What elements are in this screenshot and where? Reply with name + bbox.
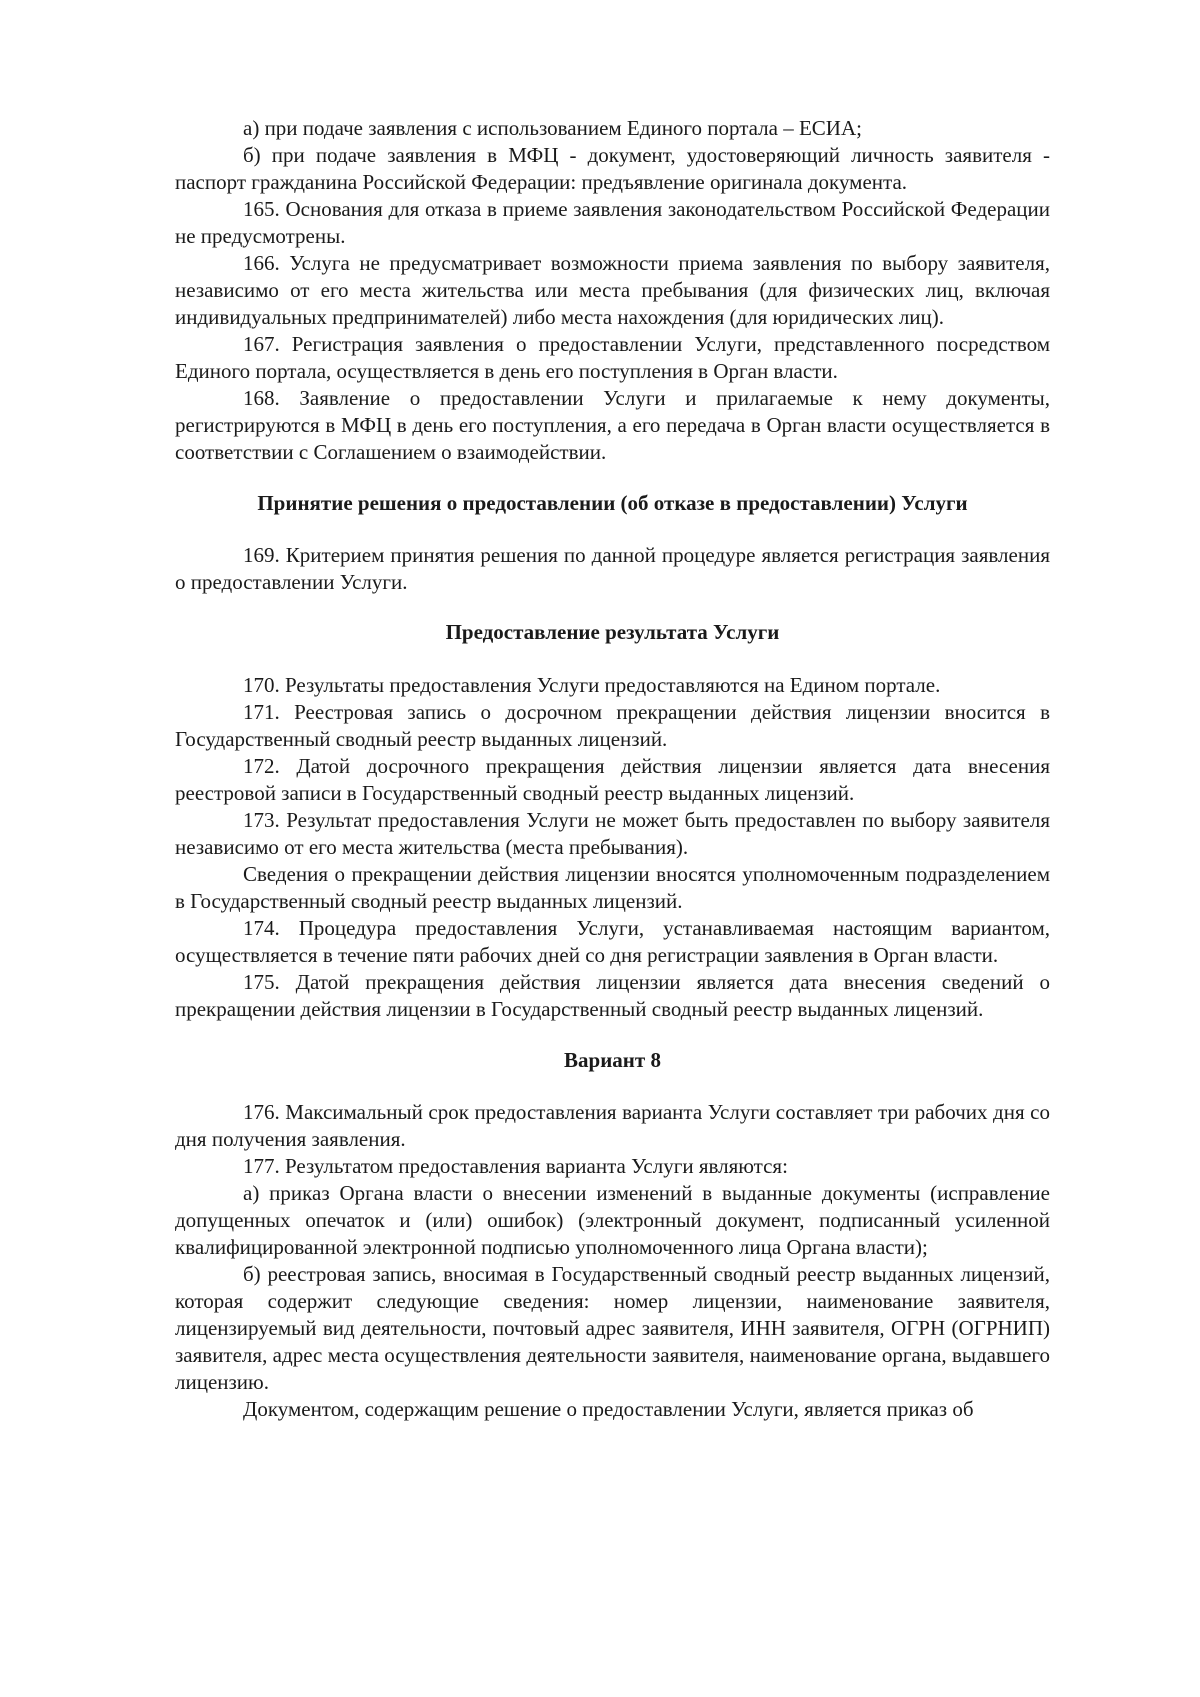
paragraph-166: 166. Услуга не предусматривает возможности приема заявления по выбору заявителя, независимо от его места жительства или места пребывания (для физических лиц, включая индивидуальных предпринимателей) либо места нахождения (для юридических лиц). xyxy=(175,251,1050,329)
paragraph-173-details: Сведения о прекращении действия лицензии вносятся уполномоченным подразделением в Государственный сводный реестр выданных лицензий. xyxy=(175,862,1050,913)
section-heading-result: Предоставление результата Услуги xyxy=(445,620,780,644)
document-page xyxy=(175,115,1050,1423)
paragraph-168: 168. Заявление о предоставлении Услуги и прилагаемые к нему документы, регистрируются в МФЦ в день его поступления, а его передача в Орган власти осуществляется в соответствии с Соглашением о взаимодействии. xyxy=(175,386,1050,464)
paragraph-177-b: б) реестровая запись, вносимая в Государственный сводный реестр выданных лицензий, которая содержит следующие сведения: номер лицензии, наименование заявителя, лицензируемый вид деятельности, почтовый адрес заявителя, ИНН заявителя, ОГРН (ОГРНИП) заявителя, адрес места осуществления деятельности заявителя, наименование органа, выдавшего лицензию. xyxy=(175,1262,1050,1394)
paragraph-170: 170. Результаты предоставления Услуги предоставляются на Едином портале. xyxy=(243,673,941,697)
paragraph-177-decision-document: Документом, содержащим решение о предоставлении Услуги, является приказ об xyxy=(243,1397,974,1421)
paragraph-173: 173. Результат предоставления Услуги не может быть предоставлен по выбору заявителя независимо от его места жительства (места пребывания). xyxy=(175,808,1050,859)
paragraph-172: 172. Датой досрочного прекращения действия лицензии является дата внесения реестровой записи в Государственный сводный реестр выданных лицензий. xyxy=(175,754,1050,805)
paragraph-165: 165. Основания для отказа в приеме заявления законодательством Российской Федерации не предусмотрены. xyxy=(175,197,1050,248)
paragraph-a-esia: а) при подаче заявления с использованием Единого портала – ЕСИА; xyxy=(243,116,862,140)
section-heading-decision: Принятие решения о предоставлении (об отказе в предоставлении) Услуги xyxy=(257,491,968,515)
paragraph-b-mfc: б) при подаче заявления в МФЦ - документ, удостоверяющий личность заявителя - паспорт гражданина Российской Федерации: предъявление оригинала документа. xyxy=(175,143,1050,194)
paragraph-175: 175. Датой прекращения действия лицензии является дата внесения сведений о прекращении действия лицензии в Государственный сводный реестр выданных лицензий. xyxy=(175,970,1050,1021)
section-heading-variant-8: Вариант 8 xyxy=(564,1048,661,1072)
paragraph-171: 171. Реестровая запись о досрочном прекращении действия лицензии вносится в Государственный сводный реестр выданных лицензий. xyxy=(175,700,1050,751)
paragraph-177-a: а) приказ Органа власти о внесении изменений в выданные документы (исправление допущенных опечаток и (или) ошибок) (электронный документ, подписанный усиленной квалифицированной электронной подписью уполномоченного лица Органа власти); xyxy=(175,1181,1050,1259)
paragraph-174: 174. Процедура предоставления Услуги, устанавливаемая настоящим вариантом, осуществляется в течение пяти рабочих дней со дня регистрации заявления в Орган власти. xyxy=(175,916,1050,967)
paragraph-177: 177. Результатом предоставления варианта Услуги являются: xyxy=(243,1154,788,1178)
paragraph-169: 169. Критерием принятия решения по данной процедуре является регистрация заявления о предоставлении Услуги. xyxy=(175,543,1050,594)
paragraph-167: 167. Регистрация заявления о предоставлении Услуги, представленного посредством Единого портала, осуществляется в день его поступления в Орган власти. xyxy=(175,332,1050,383)
paragraph-176: 176. Максимальный срок предоставления варианта Услуги составляет три рабочих дня со дня получения заявления. xyxy=(175,1100,1050,1151)
